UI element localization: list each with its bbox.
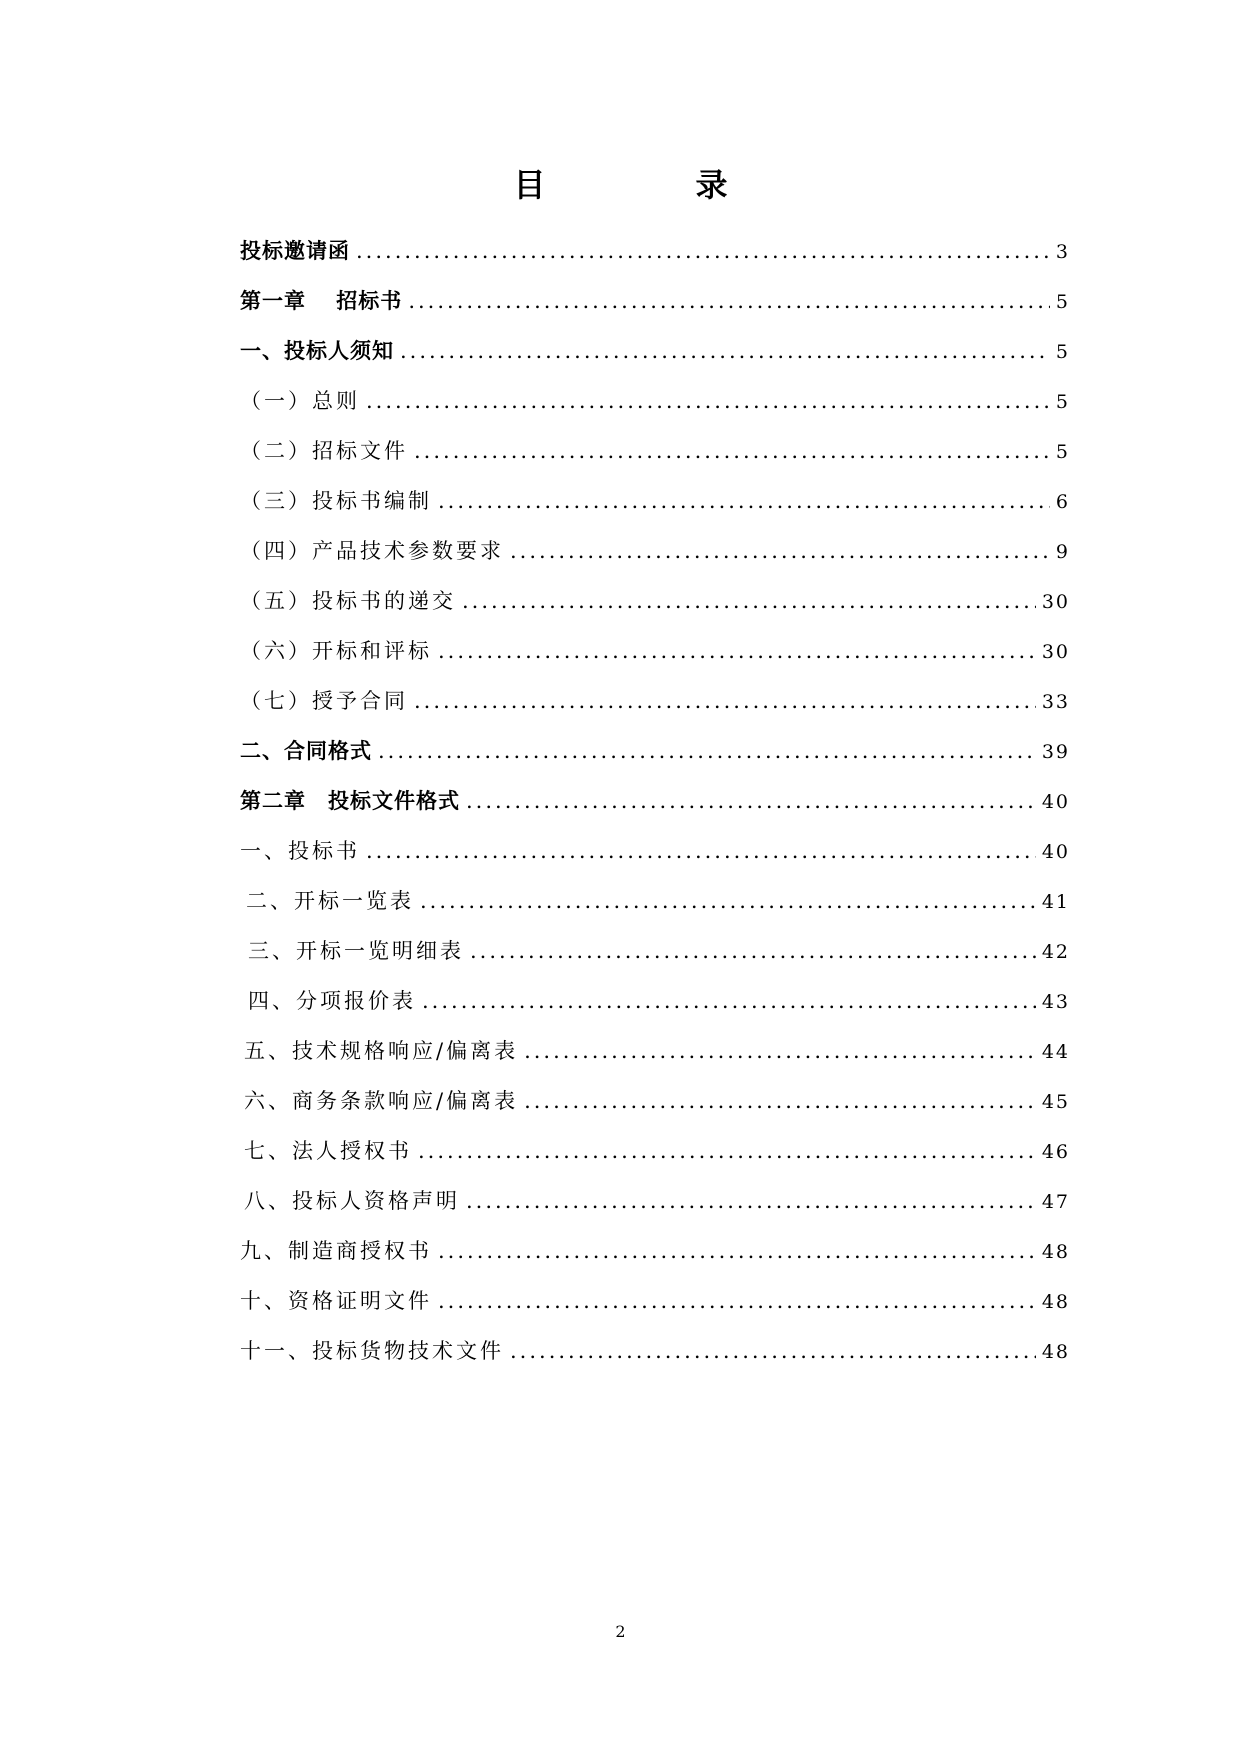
- toc-leader-dots: [510, 526, 1050, 576]
- toc-entry-label: 一、投标人须知: [240, 338, 394, 363]
- toc-entry[interactable]: [240, 1176, 1070, 1226]
- toc-entry[interactable]: [240, 676, 1070, 726]
- toc-leader-dots: [510, 1326, 1036, 1376]
- toc-entry-label: 投标邀请函: [240, 238, 350, 263]
- toc-leader-dots: [470, 926, 1036, 976]
- toc-entry-page: 5: [1055, 441, 1070, 463]
- toc-entry-label: 七、法人授权书: [244, 1139, 412, 1163]
- toc-entry-label: 十一、投标货物技术文件: [240, 1339, 504, 1363]
- toc-leader-dots: [438, 626, 1036, 676]
- toc-entry[interactable]: [240, 926, 1070, 976]
- toc-entry[interactable]: [240, 476, 1070, 526]
- toc-entry-page: 47: [1041, 1191, 1070, 1213]
- toc-leader-dots: [524, 1076, 1036, 1126]
- title-part-2: 录: [695, 166, 728, 204]
- toc-entry-page: 48: [1041, 1341, 1070, 1363]
- toc-entry[interactable]: [240, 1276, 1070, 1326]
- toc-entry-label: 第二章 投标文件格式: [240, 788, 460, 813]
- toc-entry-label: （六）开标和评标: [240, 639, 432, 663]
- toc-entry[interactable]: [240, 426, 1070, 476]
- toc-leader-dots: [356, 226, 1050, 276]
- toc-entry[interactable]: [240, 526, 1070, 576]
- toc-entry-page: 3: [1055, 241, 1070, 263]
- toc-entry-page: 41: [1041, 891, 1070, 913]
- toc-leader-dots: [420, 876, 1036, 926]
- toc-entry[interactable]: [240, 276, 1070, 326]
- toc-entry[interactable]: [240, 626, 1070, 676]
- toc-leader-dots: [466, 776, 1036, 826]
- toc-leader-dots: [408, 276, 1050, 326]
- toc-entry[interactable]: [240, 876, 1070, 926]
- toc-entry-label: （三）投标书编制: [240, 489, 432, 513]
- toc-entry-label: 五、技术规格响应/偏离表: [244, 1039, 519, 1063]
- page-number: 2: [615, 1622, 626, 1641]
- toc-entry-page: 40: [1041, 841, 1070, 863]
- toc-entry-label: （七）授予合同: [240, 689, 408, 713]
- toc-leader-dots: [438, 476, 1050, 526]
- toc-entry-page: 30: [1041, 641, 1070, 663]
- toc-entry-page: 40: [1041, 791, 1070, 813]
- toc-leader-dots: [378, 726, 1036, 776]
- toc-entry[interactable]: [240, 376, 1070, 426]
- toc-entry-label: （五）投标书的递交: [240, 589, 456, 613]
- toc-entry[interactable]: [240, 226, 1070, 276]
- toc-entry-label: 八、投标人资格声明: [244, 1189, 460, 1213]
- toc-entry-page: 39: [1041, 741, 1070, 763]
- toc-leader-dots: [466, 1176, 1036, 1226]
- toc-leader-dots: [414, 676, 1036, 726]
- toc-entry[interactable]: [240, 726, 1070, 776]
- toc-entry[interactable]: [240, 976, 1070, 1026]
- toc-entry[interactable]: [240, 326, 1070, 376]
- toc-entry-label: 十、资格证明文件: [240, 1289, 432, 1313]
- toc-entry-label: （四）产品技术参数要求: [240, 539, 504, 563]
- toc-entry-label: 二、开标一览表: [246, 889, 414, 913]
- toc-entry[interactable]: [240, 576, 1070, 626]
- toc-leader-dots: [366, 826, 1036, 876]
- toc-entry[interactable]: [240, 1126, 1070, 1176]
- toc-entry[interactable]: [240, 826, 1070, 876]
- toc-entry-page: 6: [1055, 491, 1070, 513]
- toc-entry-page: 5: [1055, 391, 1070, 413]
- toc-entry[interactable]: [240, 1076, 1070, 1126]
- toc-leader-dots: [438, 1226, 1036, 1276]
- toc-entry-label: 四、分项报价表: [248, 989, 416, 1013]
- toc-entry-page: 43: [1041, 991, 1070, 1013]
- toc-entry[interactable]: [240, 1326, 1070, 1376]
- toc-entry-page: 42: [1041, 941, 1070, 963]
- toc-entry-page: 30: [1041, 591, 1070, 613]
- toc-entry-page: 48: [1041, 1291, 1070, 1313]
- page-title: [0, 160, 1241, 206]
- toc-entry-label: （二）招标文件: [240, 439, 408, 463]
- toc-entry[interactable]: [240, 1026, 1070, 1076]
- toc-leader-dots: [400, 326, 1050, 376]
- toc-leader-dots: [524, 1026, 1036, 1076]
- toc-entry-page: 45: [1041, 1091, 1070, 1113]
- table-of-contents: [240, 226, 1070, 1376]
- toc-leader-dots: [366, 376, 1050, 426]
- title-part-1: 目: [513, 166, 546, 204]
- toc-entry-page: 44: [1041, 1041, 1070, 1063]
- toc-entry-page: 46: [1041, 1141, 1070, 1163]
- toc-leader-dots: [414, 426, 1050, 476]
- toc-entry-label: 三、开标一览明细表: [248, 939, 464, 963]
- toc-entry[interactable]: [240, 1226, 1070, 1276]
- toc-leader-dots: [438, 1276, 1036, 1326]
- toc-entry[interactable]: [240, 776, 1070, 826]
- toc-entry-page: 5: [1055, 291, 1070, 313]
- toc-leader-dots: [422, 976, 1036, 1026]
- toc-entry-page: 9: [1055, 541, 1070, 563]
- toc-entry-page: 48: [1041, 1241, 1070, 1263]
- toc-leader-dots: [418, 1126, 1036, 1176]
- toc-entry-label: 九、制造商授权书: [240, 1239, 432, 1263]
- toc-leader-dots: [462, 576, 1036, 626]
- toc-entry-label: 六、商务条款响应/偏离表: [244, 1089, 519, 1113]
- toc-entry-label: 一、投标书: [240, 839, 360, 863]
- toc-entry-label: 第一章 招标书: [240, 288, 403, 313]
- toc-entry-label: 二、合同格式: [240, 738, 372, 763]
- toc-entry-page: 5: [1055, 341, 1070, 363]
- toc-entry-label: （一）总则: [240, 389, 360, 413]
- toc-entry-page: 33: [1041, 691, 1070, 713]
